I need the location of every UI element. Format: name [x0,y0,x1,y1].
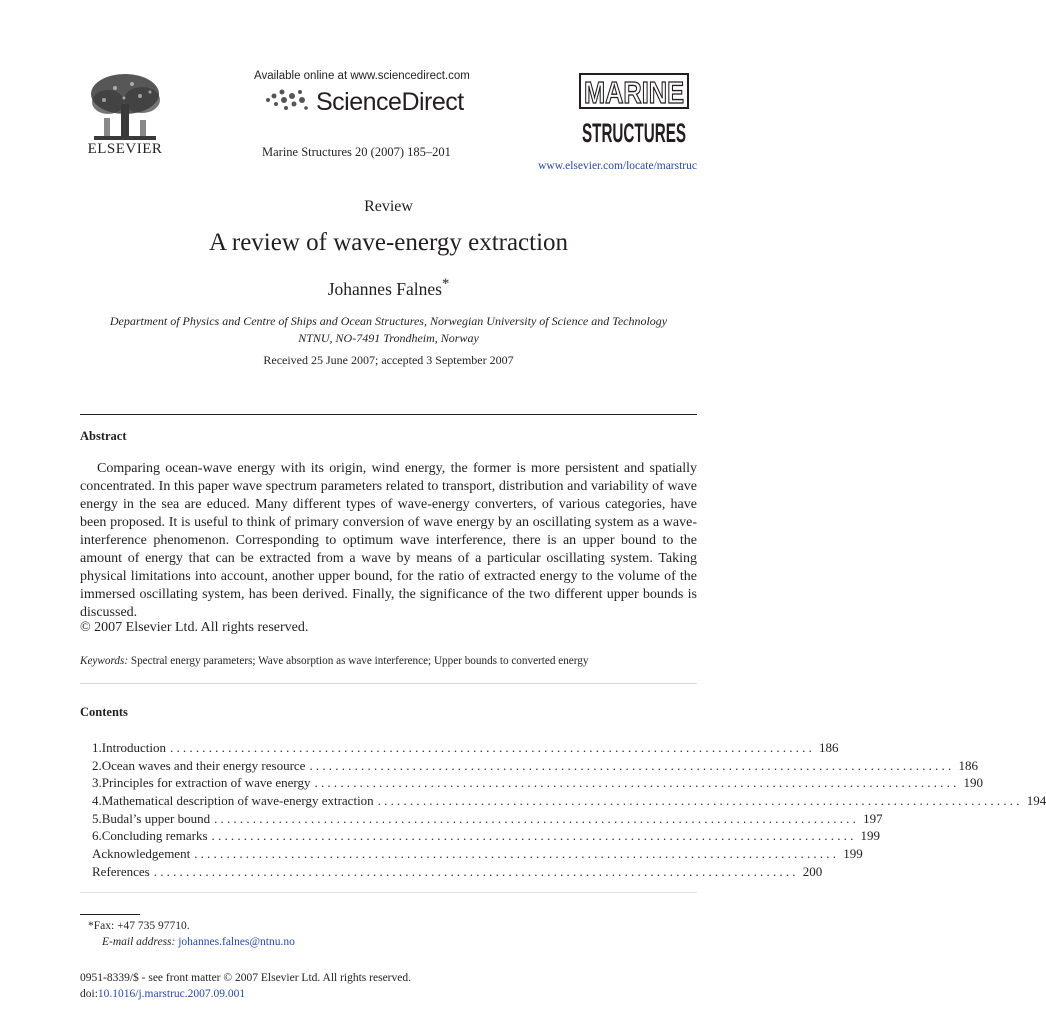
toc-row[interactable] [92,828,881,846]
sciencedirect-logo-text: ScienceDirect [316,88,464,116]
toc-title: Ocean waves and their energy resource [101,757,306,773]
toc-row[interactable] [92,757,978,776]
toc-leader: .................................................................................................... [153,863,799,879]
available-online-text: Available online at www.sciencedirect.com [254,70,470,82]
toc-leader: .................................................................................................... [170,740,816,755]
keywords [80,655,697,667]
toc-page: 186 [958,757,978,773]
marine-structures-logo [578,72,690,148]
toc-leader: .................................................................................................... [194,846,840,862]
article-type: Review [364,198,413,215]
article-title: A review of wave-energy extraction [208,229,569,256]
email-label: E-mail address: [102,936,176,948]
author-name: Johannes Falnes [327,278,442,299]
doi-label: doi: [80,988,98,1000]
issn-line: 0951-8339/$ - see front matter © 2007 Elsevier Ltd. All rights reserved. [80,972,411,984]
toc-title: References [92,863,150,879]
toc-number: 2. [92,757,102,773]
contents-heading: Contents [80,705,128,719]
toc-number: 1. [92,740,102,755]
toc-row[interactable] [92,863,823,882]
elsevier-tree-icon [80,70,170,148]
toc-leader: .................................................................................................... [214,810,860,826]
toc-page: 199 [860,828,881,844]
toc-number: 6. [92,828,102,844]
toc-page: 186 [819,740,839,755]
doi-line [80,988,245,1000]
svg-text:MARINE: MARINE [584,75,684,110]
toc-row[interactable] [92,775,984,793]
abstract-copyright: © 2007 Elsevier Ltd. All rights reserved. [80,620,309,635]
journal-url-link[interactable]: www.elsevier.com/locate/marstruc [538,160,697,172]
toc-leader: .................................................................................................... [211,828,857,844]
toc-title: Mathematical description of wave-energy extraction [101,793,374,809]
toc-page: 194 [1026,793,1046,809]
toc-title: Budal’s upper bound [101,810,211,826]
toc-row[interactable] [92,810,883,829]
keywords-text: Spectral energy parameters; Wave absorption as wave interference; Upper bounds to converted energy [130,655,589,667]
doi-link[interactable]: 10.1016/j.marstruc.2007.09.001 [97,988,246,1000]
footnote-fax: *Fax: +47 735 97710. [88,920,190,932]
affiliation-line-2: NTNU, NO-7491 Trondheim, Norway [298,331,479,345]
journal-citation: Marine Structures 20 (2007) 185–201 [262,145,451,159]
toc-page: 200 [802,863,823,879]
footnote-rule [80,914,140,915]
keywords-label: Keywords: [80,655,129,667]
publisher-name: ELSEVIER [87,141,163,157]
divider [80,683,697,684]
svg-text:STRUCTURES: STRUCTURES [582,118,686,148]
toc-leader: .................................................................................................... [309,757,955,773]
divider [80,892,697,893]
toc-row[interactable] [92,846,863,864]
toc-number: 4. [92,793,102,809]
footnote-email [102,936,295,948]
toc-title: Concluding remarks [101,828,208,844]
sciencedirect-dots-icon [262,86,310,112]
affiliation [80,313,697,347]
abstract-text: Comparing ocean-wave energy with its origin, wind energy, the former is more persistent and spatially concentrated. In this paper wave spectrum parameters related to transport, distribution and variability of wave energy in the sea are educed. Many different types of wave-energy converters, of various categories, have been proposed. It is useful to think of primary conversion of wave energy by an oscillating system as a wave-interference phenomenon. Corresponding to optimum wave interference, there is an upper bound to the amount of energy that can be extracted from a wave by means of a particular oscillating system. Taking physical limitations into account, another upper bound, for the ratio of extracted energy to the volume of the immersed oscillating system, has been derived. Finally, the significance of the two different upper bounds is discussed. [80,461,697,620]
affiliation-line-1: Department of Physics and Centre of Ships and Ocean Structures, Norwegian University of Science and Technology [109,314,668,328]
toc-title: Introduction [101,740,167,755]
toc-title: Acknowledgement [92,846,191,862]
divider [80,414,697,415]
author-footnote-mark: * [441,276,450,292]
toc-leader: .................................................................................................... [314,775,960,791]
toc-row[interactable] [92,740,839,758]
article-dates: Received 25 June 2007; accepted 3 September 2007 [263,353,514,367]
toc-number: 5. [92,810,102,826]
email-link[interactable]: johannes.falnes@ntnu.no [178,936,295,948]
toc-number: 3. [92,775,102,791]
author-line [80,276,697,300]
toc-page: 190 [963,775,984,791]
table-of-contents [92,740,1046,882]
toc-row[interactable] [92,793,1046,811]
abstract-heading: Abstract [80,429,127,443]
toc-page: 197 [863,810,883,826]
toc-page: 199 [843,846,863,862]
toc-title: Principles for extraction of wave energy [101,775,311,791]
toc-leader: .................................................................................................... [377,793,1023,809]
